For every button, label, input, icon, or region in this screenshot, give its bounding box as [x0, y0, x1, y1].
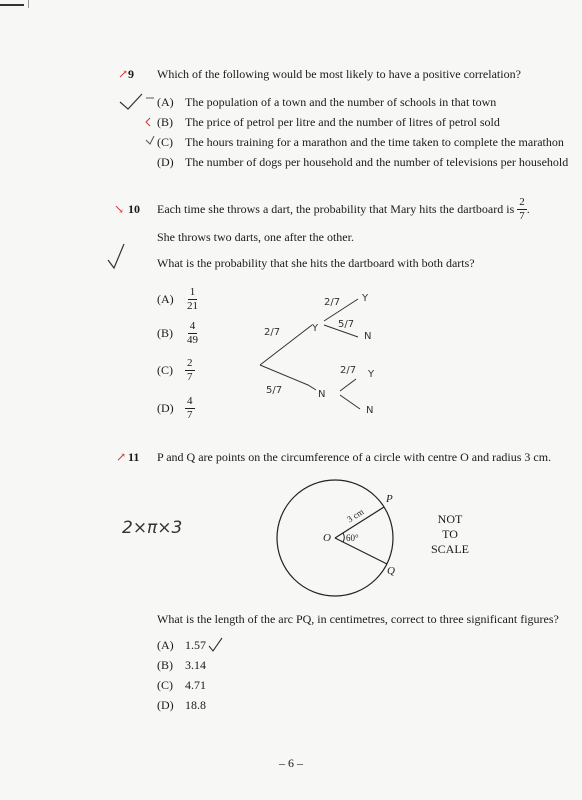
handwritten-ticks [116, 92, 156, 162]
tree-node-label: Y [312, 323, 319, 334]
tree-node-label: Y [368, 369, 375, 380]
option-c [157, 358, 195, 383]
option-letter: (B) [157, 326, 173, 340]
option-b [157, 115, 500, 130]
not-to-scale-note [420, 512, 480, 557]
option-text: 18.8 [185, 698, 206, 712]
denominator: 21 [187, 300, 198, 312]
question-number: 9 [128, 67, 134, 81]
tree-branch-label: 5/7 [338, 319, 355, 330]
note-line: NOT [437, 512, 463, 526]
tree-diagram [250, 285, 400, 420]
option-d [157, 396, 195, 421]
tick-mark: ↗ [118, 67, 129, 81]
option-letter: (D) [157, 155, 174, 169]
point-label: P [386, 493, 393, 505]
tree-node-label: N [364, 331, 372, 342]
scan-mark [0, 4, 24, 6]
option-letter: (D) [157, 698, 174, 712]
numerator: 1 [189, 286, 196, 298]
option-letter: (C) [157, 363, 173, 377]
question-text: What is the length of the arc PQ, in centimetres, correct to three significant figures? [157, 612, 559, 626]
option-text: The hours training for a marathon and the time taken to complete the marathon [185, 135, 564, 149]
tree-branch-label: 2/7 [264, 327, 281, 338]
question-text: Which of the following would be most likely to have a positive correlation? [157, 67, 521, 81]
option-letter: (D) [157, 401, 174, 415]
page-number: – 6 – [279, 756, 303, 770]
option-letter: (B) [157, 115, 173, 129]
fraction [185, 358, 195, 383]
option-letter: (C) [157, 135, 173, 149]
fraction [517, 197, 527, 222]
option-b [157, 658, 206, 673]
question-text: P and Q are points on the circumference of a circle with centre O and radius 3 cm. [157, 450, 552, 464]
denominator: 7 [187, 409, 193, 421]
option-text: 3.14 [185, 658, 206, 672]
tree-node-label: N [366, 405, 374, 416]
denominator: 7 [187, 371, 193, 383]
option-text: The population of a town and the number of schools in that town [185, 95, 497, 109]
fraction [185, 396, 195, 421]
option-text: 4.71 [185, 678, 206, 692]
tick-mark: ↗ [116, 450, 127, 464]
center-label: O [323, 532, 331, 544]
circle-diagram [270, 478, 400, 608]
option-c [157, 678, 206, 693]
option-letter: (A) [157, 95, 174, 109]
question-line: She throws two darts, one after the other. [157, 230, 354, 244]
note-line: SCALE [430, 542, 469, 556]
tick-mark: ↘ [114, 202, 125, 216]
denominator: 49 [187, 334, 198, 346]
punctuation: . [526, 201, 530, 216]
denominator: 7 [519, 209, 525, 222]
option-letter: (B) [157, 658, 173, 672]
question-line: What is the probability that she hits the dartboard with both darts? [157, 256, 475, 270]
option-letter: (C) [157, 678, 173, 692]
option-letter: (A) [157, 638, 174, 652]
tree-branch-label: 2/7 [324, 297, 341, 308]
numerator: 4 [189, 320, 196, 332]
tree-branch-label: 2/7 [340, 365, 357, 376]
numerator: 4 [187, 395, 193, 407]
option-b [157, 321, 200, 346]
handwritten-tick [206, 636, 226, 656]
handwritten-working: 2×π×3 [122, 518, 183, 538]
question-line: Each time she throws a dart, the probability that Mary hits the dartboard is [157, 201, 515, 216]
fraction [185, 321, 200, 346]
question-text [157, 195, 530, 223]
option-d [157, 698, 206, 713]
option-a [157, 638, 206, 653]
question-number: 10 [128, 202, 140, 216]
handwritten-tick [104, 240, 134, 280]
scan-mark [28, 0, 29, 8]
option-c [157, 135, 564, 150]
option-text: The price of petrol per litre and the number of litres of petrol sold [185, 115, 500, 129]
numerator: 2 [187, 357, 193, 369]
option-text: The number of dogs per household and the number of televisions per household [185, 155, 569, 169]
point-label: Q [387, 565, 395, 577]
radius-label: 3 cm [345, 506, 366, 525]
option-letter: (A) [157, 292, 174, 306]
angle-label: 60° [346, 533, 359, 543]
note-line: TO [442, 527, 458, 541]
tree-node-label: N [318, 389, 326, 400]
option-a [157, 287, 200, 312]
option-text: 1.57 [185, 638, 206, 652]
tree-branch-label: 5/7 [266, 385, 283, 396]
option-a [157, 95, 496, 110]
question-number: 11 [128, 450, 140, 464]
numerator: 2 [519, 195, 525, 208]
tree-node-label: Y [362, 293, 369, 304]
fraction [185, 287, 200, 312]
option-d [157, 155, 568, 170]
